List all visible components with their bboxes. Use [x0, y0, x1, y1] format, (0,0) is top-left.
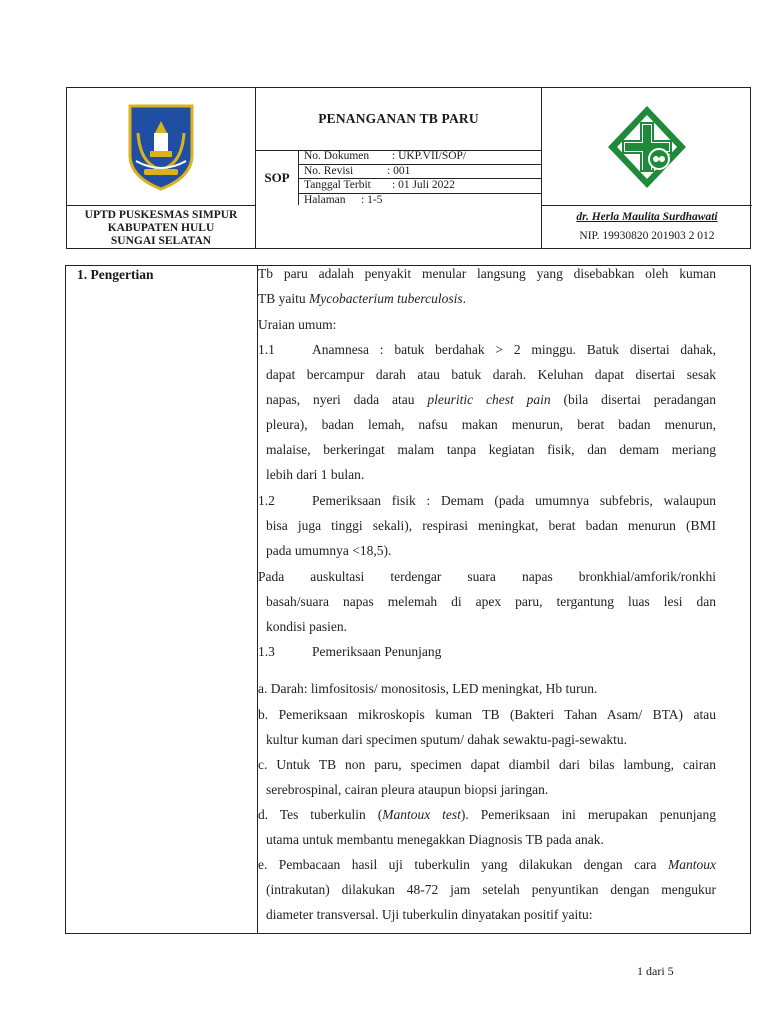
list-item-c: c. Untuk TB non paru, specimen dapat diambil dari bilas lambung, cairan — [258, 757, 716, 772]
auscultation-line: kondisi pasien. — [266, 619, 347, 634]
item-1-1-line: dapat bercampur darah atau batuk darah. Keluhan dapat disertai sesak — [266, 367, 716, 382]
sop-label: SOP — [264, 169, 290, 185]
signer-name: dr. Herla Maulita Surdhawati — [576, 211, 718, 223]
list-item-e-line: diameter transversal. Uji tuberkulin dinyatakan positif yaitu: — [266, 907, 593, 922]
uraian-heading: Uraian umum: — [258, 317, 337, 332]
item-1-2-line: pada umumnya <18,5). — [266, 543, 392, 558]
meta-row-revision: No. Revisi : 001 — [299, 165, 541, 180]
list-item-e-line: (intrakutan) dilakukan 48-72 jam setelah penyuntikan dengan mengukur — [266, 882, 716, 897]
header-table — [66, 87, 751, 249]
content-table — [65, 265, 751, 934]
auscultation-line: basah/suara napas melemah di apex paru, tergantung luas lesi dan — [266, 594, 716, 609]
puskesmas-logo-cell — [542, 88, 752, 205]
item-1-1-line: lebih dari 1 bulan. — [266, 467, 365, 482]
item-1-1-line: malaise, berkeringat malam tanpa kegiatan fisik, dan demam meriang — [266, 442, 716, 457]
item-1-1: 1.1 Anamnesa : batuk berdahak > 2 minggu. Batuk disertai dahak, — [258, 342, 716, 357]
signature-block — [542, 206, 752, 250]
intro-line-2: TB yaitu Mycobacterium tuberculosis. — [258, 291, 466, 306]
item-1-1-line: pleura), badan lemah, nafsu makan menurun, berat badan menurun, — [266, 417, 716, 432]
section-title: 1. Pengertian — [77, 267, 154, 282]
signer-nip: NIP. 19930820 201903 2 012 — [579, 230, 715, 242]
page-number: 1 dari 5 — [637, 964, 674, 978]
meta-row-document-number: No. Dokumen : UKP.VII/SOP/ — [299, 150, 541, 165]
list-item-d: d. Tes tuberkulin (Mantoux test). Pemeriksaan ini merupakan penunjang — [258, 807, 716, 822]
meta-row-page: Halaman : 1-5 — [304, 193, 383, 206]
list-item-d-line: utama untuk membantu menegakkan Diagnosis TB pada anak. — [266, 832, 604, 847]
puskesmas-logo-icon — [604, 104, 690, 190]
list-item-b-line: kultur kuman dari specimen sputum/ dahak sewaktu-pagi-sewaktu. — [266, 732, 628, 747]
list-item-b: b. Pemeriksaan mikroskopis kuman TB (Bakteri Tahan Asam/ BTA) atau — [258, 707, 716, 722]
item-1-2-line: bisa juga tinggi sekali), respirasi meningkat, berat badan menurun (BMI — [266, 518, 716, 533]
page-title: PENANGANAN TB PARU — [318, 111, 479, 126]
item-1-3: 1.3 Pemeriksaan Penunjang — [258, 644, 442, 659]
list-item-e: e. Pembacaan hasil uji tuberkulin yang dilakukan dengan cara Mantoux — [258, 857, 716, 872]
auscultation-line: Pada auskultasi terdengar suara napas bronkhial/amforik/ronkhi — [258, 569, 716, 584]
item-1-1-line: napas, nyeri dada atau pleuritic chest pain (bila disertai peradangan — [266, 392, 716, 407]
list-item-a: a. Darah: limfositosis/ monositosis, LED meningkat, Hb turun. — [258, 681, 598, 696]
regional-emblem-cell — [67, 88, 255, 205]
document-meta — [299, 150, 541, 205]
intro-line: Tb paru adalah penyakit menular langsung yang disebabkan oleh kuman — [258, 266, 716, 281]
list-item-c-line: serebrospinal, cairan pleura ataupun biopsi jaringan. — [266, 782, 549, 797]
item-1-2: 1.2 Pemeriksaan fisik : Demam (pada umumnya subfebris, walaupun — [258, 493, 716, 508]
regional-emblem-icon — [126, 103, 196, 191]
organization-name: UPTD PUSKESMAS SIMPUR KABUPATEN HULU SUNGAI SELATAN — [84, 208, 238, 247]
meta-row-issue-date: Tanggal Terbit : 01 Juli 2022 — [299, 179, 541, 194]
